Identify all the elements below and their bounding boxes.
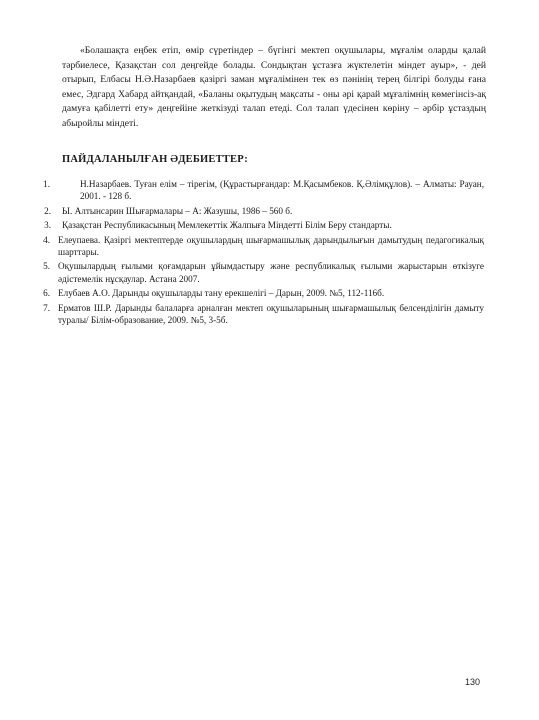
reference-number: 4. xyxy=(43,234,50,245)
reference-item xyxy=(0,219,539,231)
page-number: 130 xyxy=(465,677,481,687)
references-list xyxy=(0,178,539,328)
reference-number: 3. xyxy=(44,220,51,231)
quote-paragraph: «Болашақта еңбек етіп, өмір сүретіндер – бүгінгі мектеп оқушылары, мұғалім оларды қалай тәрбиелесе, Қазақстан сол деңгейде болады. Сондықтан ұстазға жүктелетін міндет ауыр», - дей отырып, Елбасы Н.Ә.Назарбаев қазіргі заман мұғалімінен тек өз пәнінің терең білгірі болуды ғана емес, Эдгард Хабард айтқандай, «Баланы оқытудың мақсаты - оны әрі қарай мұғалімнің көмегінсіз-ақ дамуға қабілетті ету» деңгейіне жеткізуді талап етеді. Сол талап үдесінен көріну – әрбір ұстаздың абыройлы міндеті. xyxy=(62,45,486,129)
reference-number: 7. xyxy=(43,302,50,313)
reference-text: Ерматов Ш.Р. Дарынды балаларға арналған мектеп оқушыларының шығармашылық белсенділігін дамыту туралы/ Білім-образование, 2009. №5, 3-5б. xyxy=(58,302,484,326)
reference-number: 2. xyxy=(44,205,51,216)
reference-number: 5. xyxy=(43,261,50,272)
reference-text: Ы. Алтынсарин Шығармалары – А: Жазушы, 1986 – 560 б. xyxy=(62,205,293,216)
reference-text: Оқушылардың ғылыми қоғамдарын ұйымдастыру және республикалық ғылыми жарыстарын өткізуге әдістемелік нұсқаулар. Астана 2007. xyxy=(58,261,484,284)
reference-text: Елеупаева. Қазіргі мектептерде оқушылардың шығармашылық дарындылығын дамытудың педагогикалық шарттары. xyxy=(58,234,484,258)
reference-item xyxy=(0,205,539,217)
reference-item xyxy=(0,234,539,259)
reference-text: Қазақстан Республикасының Мемлекеттік Жалпыға Міндетті Білім Беру стандарты. xyxy=(62,220,392,231)
reference-item xyxy=(0,287,539,299)
reference-text: Н.Назарбаев. Туған елім – тірегім, (Құрастырғандар: М.Қасымбеков. Қ.Әлімқұлов). – Алматы: Рауан, 2001. - 128 б. xyxy=(80,179,484,202)
references-heading: ПАЙДАЛАНЫЛҒАН ӘДЕБИЕТТЕР: xyxy=(62,154,248,165)
reference-item xyxy=(0,260,539,285)
reference-text: Елубаев А.О. Дарынды оқушыларды тану ерекшелігі – Дарын, 2009. №5, 112-116б. xyxy=(58,288,385,299)
reference-number: 6. xyxy=(43,288,50,299)
reference-item xyxy=(0,178,539,203)
reference-number: 1. xyxy=(43,179,50,189)
reference-item xyxy=(0,302,539,327)
